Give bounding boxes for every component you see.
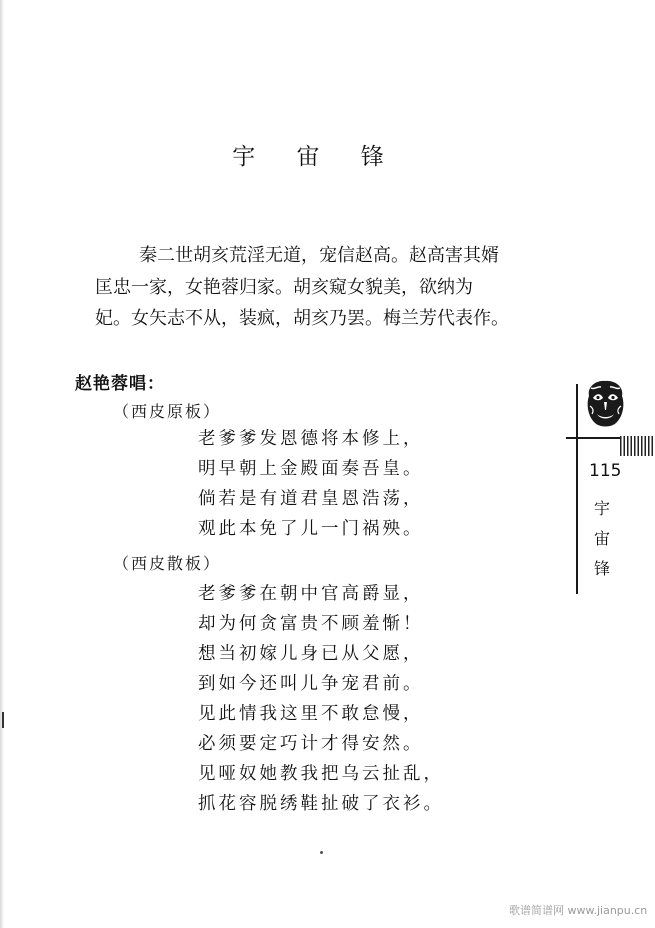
side-tab-title <box>589 494 615 584</box>
lyric-line: 老爹爹在朝中官高爵显， <box>198 584 424 604</box>
intro-line: 匡忠一家，女艳蓉归家。胡亥窥女貌美，欲纳为 <box>95 276 473 298</box>
intro-paragraph <box>95 240 560 335</box>
scan-artifact <box>2 712 4 728</box>
aria-mode-label: （西皮散板） <box>113 554 222 573</box>
side-tab-hatch-pattern <box>620 436 655 456</box>
aria-mode-label: （西皮原板） <box>113 402 222 421</box>
lyrics-block <box>198 424 424 544</box>
scan-dot <box>320 851 323 854</box>
singer-heading: 赵艳蓉唱： <box>75 374 165 394</box>
lyrics-block <box>198 579 444 819</box>
opera-mask-icon <box>583 378 628 430</box>
page-title: 宇 宙 锋 <box>232 144 401 170</box>
lyric-line: 到如今还叫儿争宠君前。 <box>198 674 424 694</box>
side-tab-vertical-rule <box>576 384 578 594</box>
watermark: 歌谱简谱网 www.jianpu.cn <box>509 904 648 917</box>
lyric-line: 却为何贪富贵不顾羞惭！ <box>198 614 424 634</box>
lyric-line: 见此情我这里不敢怠慢， <box>198 704 424 724</box>
lyric-line: 必须要定巧计才得安然。 <box>198 734 424 754</box>
intro-line: 妃。女矢志不从，装疯，胡亥乃罢。梅兰芳代表作。 <box>95 308 509 329</box>
intro-line: 秦二世胡亥荒淫无道，宠信赵高。赵高害其婿 <box>139 245 499 266</box>
side-title-char: 锋 <box>593 559 610 578</box>
lyric-line: 抓花容脱绣鞋扯破了衣衫。 <box>198 794 444 814</box>
side-title-char: 宙 <box>593 529 610 548</box>
side-title-char: 宇 <box>593 499 610 518</box>
lyric-line: 见哑奴她教我把乌云扯乱， <box>198 764 444 784</box>
lyric-line: 观此本免了儿一门祸殃。 <box>198 519 424 539</box>
lyric-line: 想当初嫁儿身已从父愿， <box>198 644 424 664</box>
lyric-line: 老爹爹发恩德将本修上， <box>198 429 424 449</box>
lyric-line: 明早朝上金殿面奏吾皇。 <box>198 459 424 479</box>
page-number: 115 <box>589 461 622 481</box>
lyric-line: 倘若是有道君皇恩浩荡， <box>198 489 424 509</box>
